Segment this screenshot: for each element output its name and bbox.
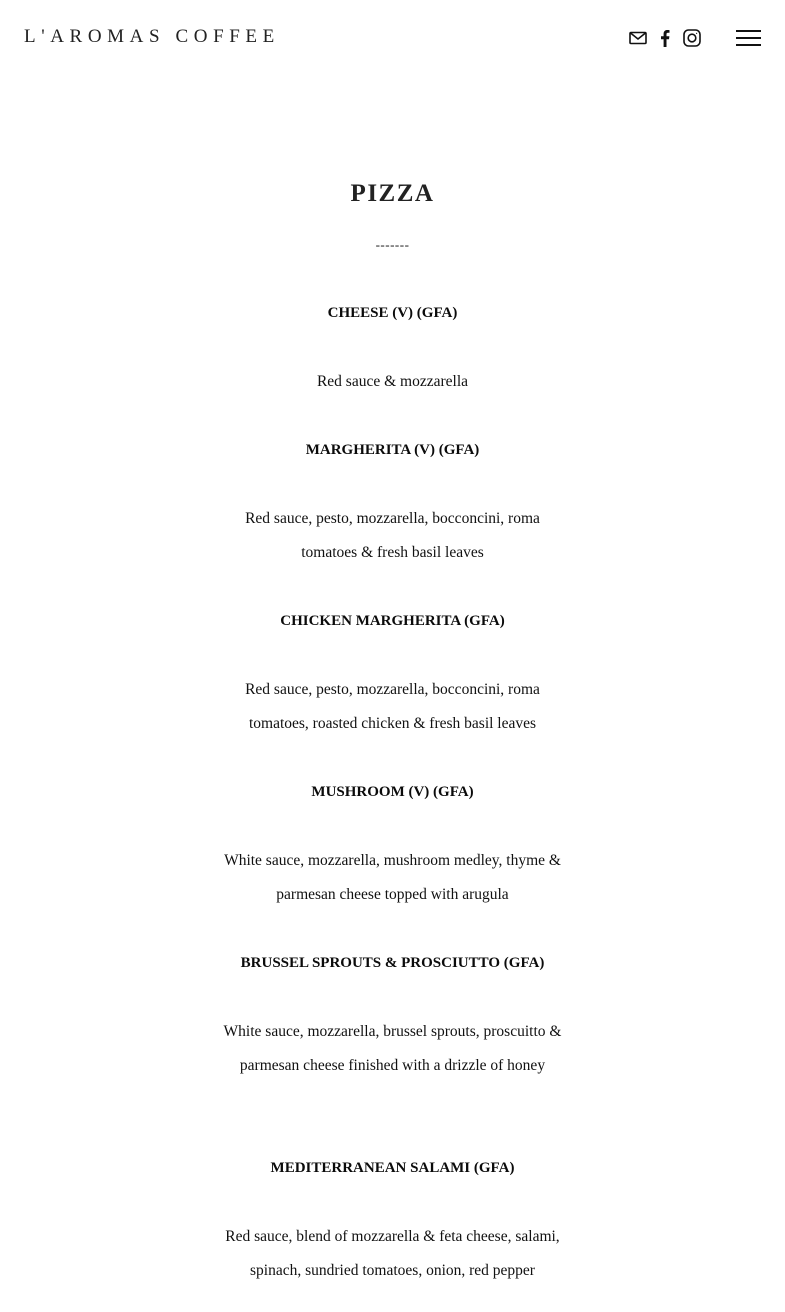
site-logo[interactable]: L'AROMAS COFFEE xyxy=(24,26,280,47)
menu-item-name: CHEESE (V) (GFA) xyxy=(327,305,458,321)
menu-item-name: CHICKEN MARGHERITA (GFA) xyxy=(280,613,505,629)
menu-item-description: Red sauce & mozzarella xyxy=(316,373,469,390)
section-divider: ------- xyxy=(375,237,410,252)
menu-bar xyxy=(736,44,761,46)
instagram-icon[interactable] xyxy=(682,28,702,48)
menu-item-description: Red sauce, pesto, mozzarella, bocconcini, roma tomatoes & fresh basil leaves xyxy=(245,510,540,561)
menu-item-name: MEDITERRANEAN SALAMI (GFA) xyxy=(270,1160,515,1176)
menu-item-description: White sauce, mozzarella, mushroom medley, thyme & parmesan cheese topped with arugula xyxy=(224,852,561,903)
section-title: PIZZA xyxy=(350,180,435,207)
menu-item-description: White sauce, mozzarella, brussel sprouts, proscuitto & parmesan cheese finished with a drizzle of honey xyxy=(223,1023,562,1074)
menu-item-name: BRUSSEL SPROUTS & PROSCIUTTO (GFA) xyxy=(240,955,545,971)
site-header xyxy=(0,0,785,76)
menu-item-name: MARGHERITA (V) (GFA) xyxy=(305,442,480,458)
facebook-icon[interactable] xyxy=(657,28,673,48)
mail-icon[interactable] xyxy=(628,28,648,48)
menu-icon[interactable] xyxy=(736,28,762,48)
menu-item-description: Red sauce, blend of mozzarella & feta cheese, salami, spinach, sundried tomatoes, onion, red pepper xyxy=(225,1228,560,1279)
menu-bar xyxy=(736,37,761,39)
menu-bar xyxy=(736,30,761,32)
menu-item-name: MUSHROOM (V) (GFA) xyxy=(311,784,474,800)
menu-item-description: Red sauce, pesto, mozzarella, bocconcini, roma tomatoes, roasted chicken & fresh basil leaves xyxy=(245,681,540,732)
